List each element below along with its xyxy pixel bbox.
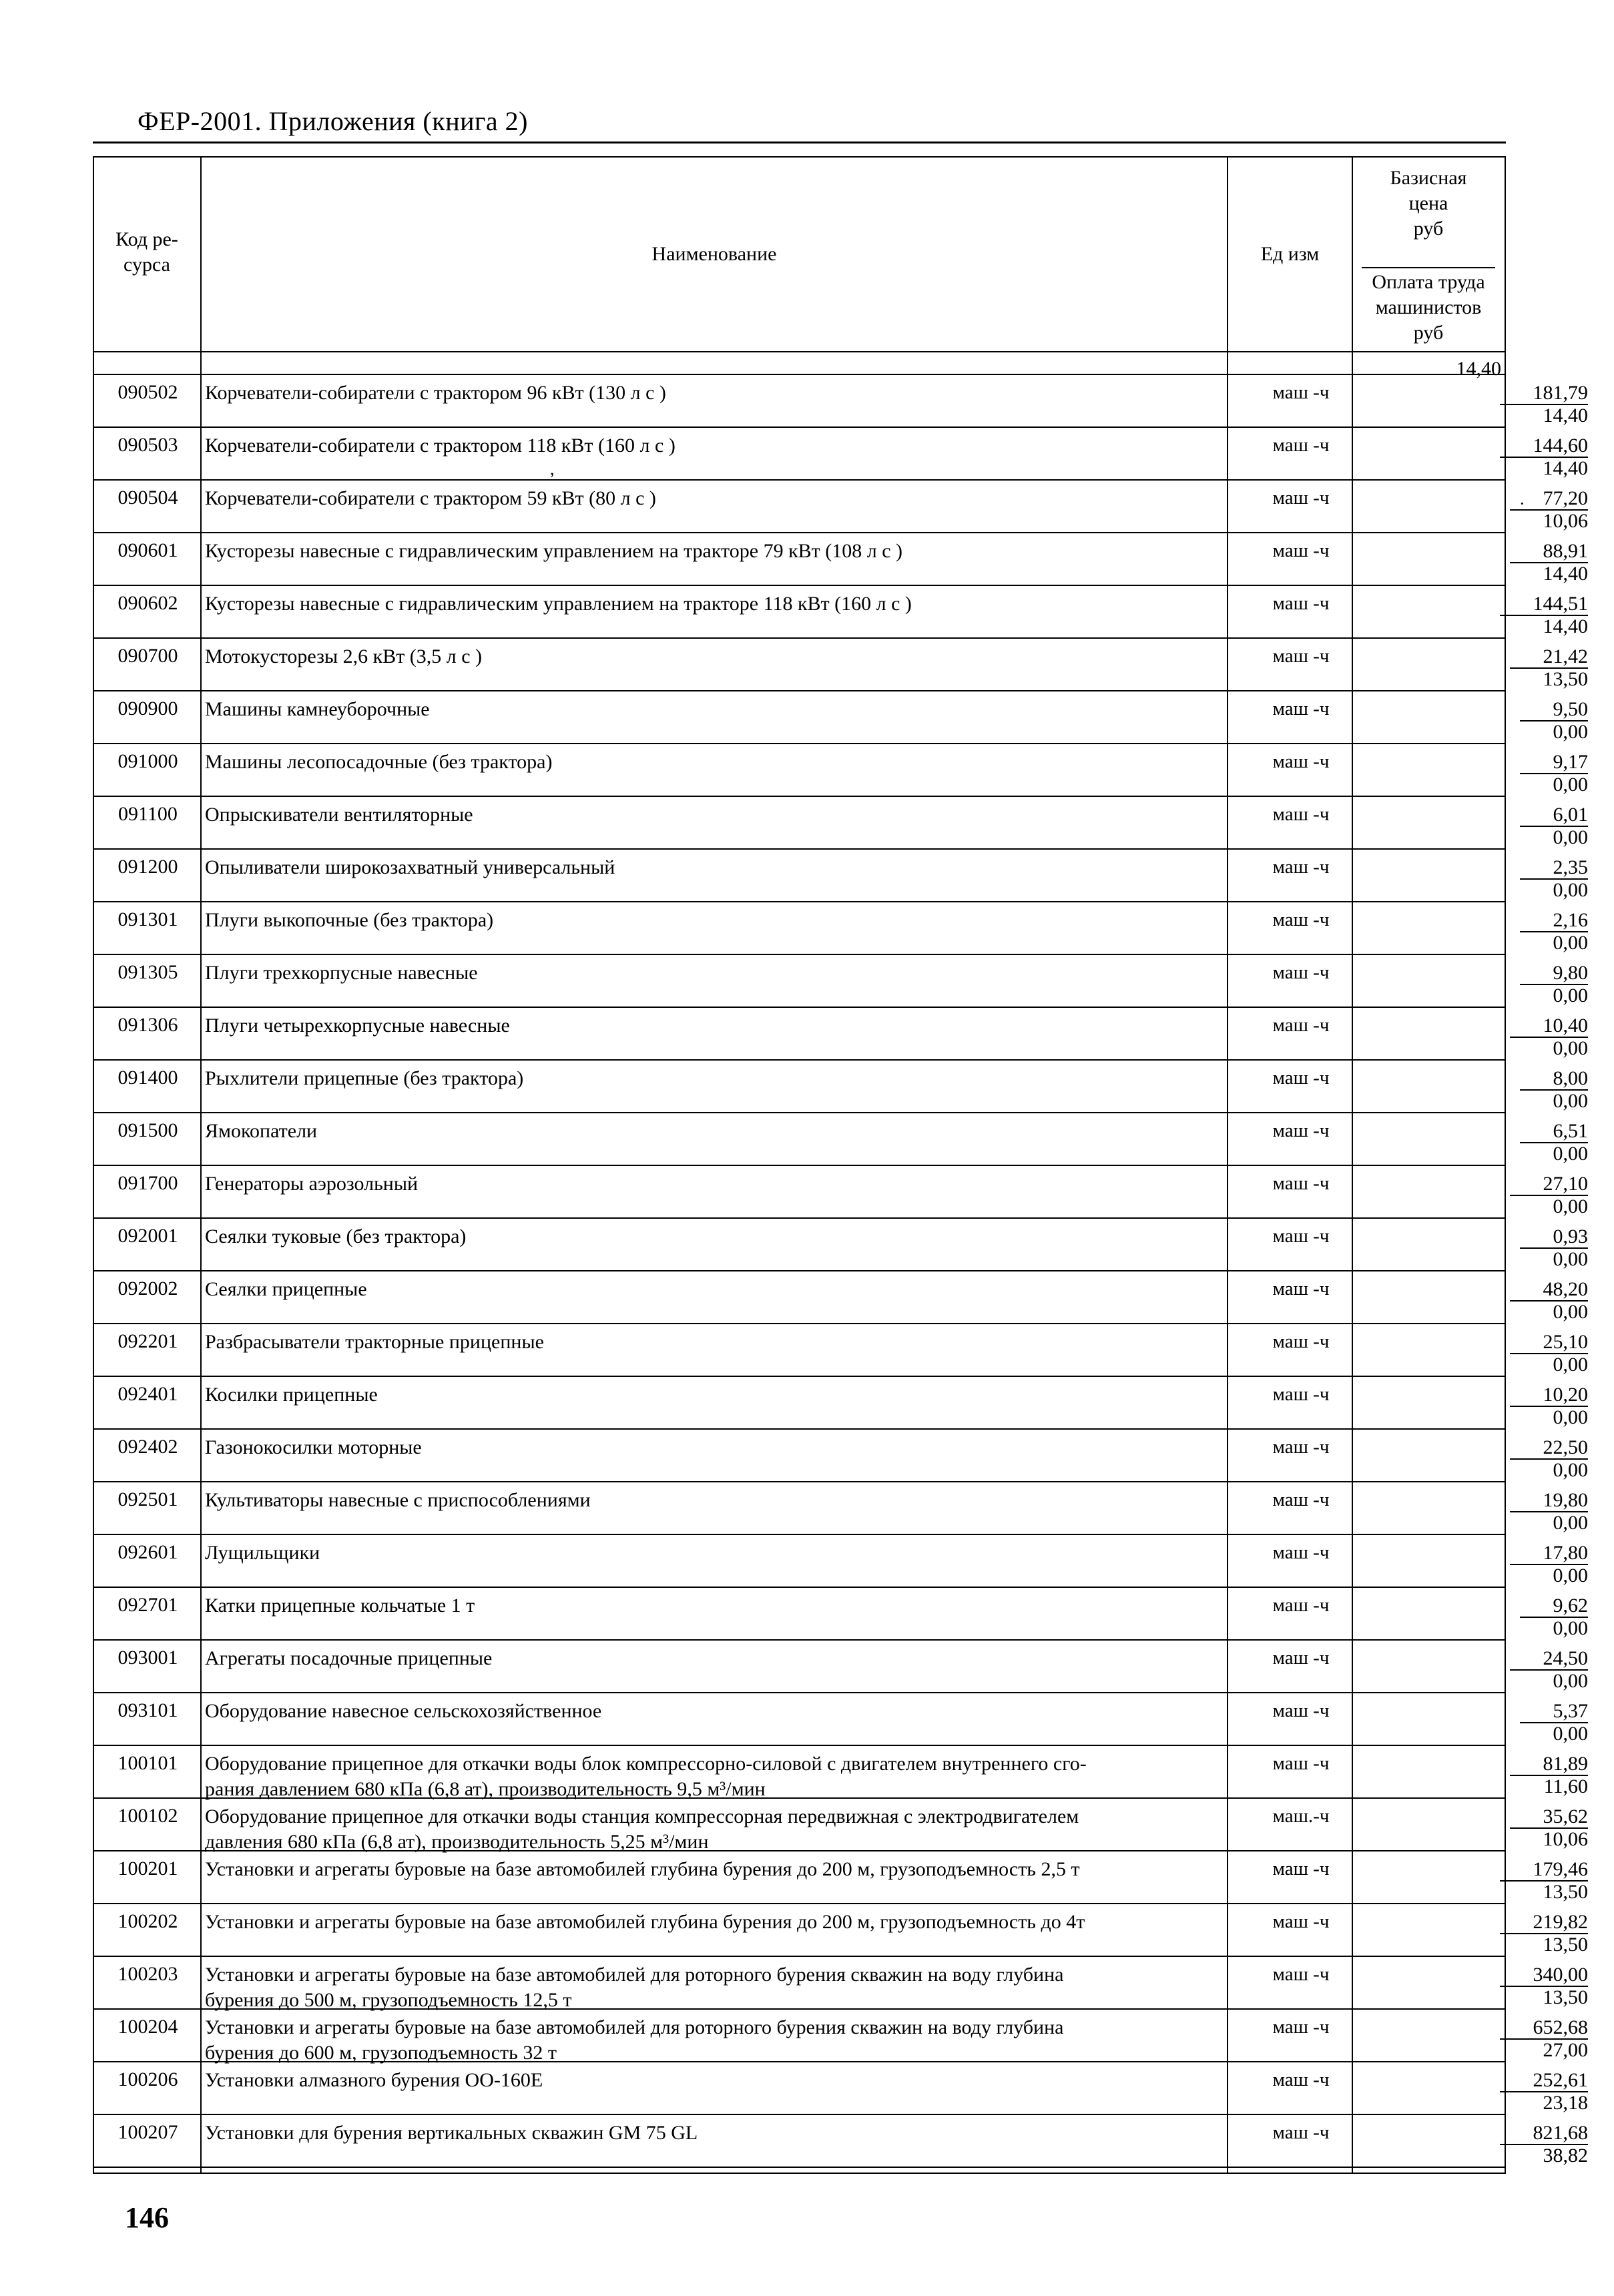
resource-price-text: 8,00 — [1520, 1067, 1589, 1091]
resource-labor: 0,00 — [1553, 1406, 1588, 1428]
resource-price-text: 0,93 — [1520, 1225, 1589, 1249]
resource-price-text: 6,01 — [1520, 804, 1589, 827]
resource-price — [1434, 487, 1588, 510]
resource-name: Плуги выкопочные (без трактора) — [205, 909, 494, 931]
resource-name: Оборудование прицепное для откачки воды блок компрессорно-силовой с двигателем внутреннего сго- рания давлением 680 кПа (6,8 ат), производительность 9,5 м³/мин — [205, 1753, 1087, 1800]
resource-price-text: 9,17 — [1520, 751, 1589, 774]
resource-price — [1434, 1542, 1588, 1564]
table-row — [93, 532, 1588, 585]
resource-price — [1434, 1331, 1588, 1354]
resource-labor: 0,00 — [1553, 1564, 1588, 1587]
resource-labor: 13,50 — [1543, 1986, 1588, 2008]
resource-code: 100207 — [117, 2121, 178, 2143]
resource-code: 100201 — [117, 1857, 178, 1880]
resource-labor: 0,00 — [1553, 1354, 1588, 1376]
resource-name: Ямокопатели — [205, 1120, 318, 1142]
header-bottom-rule — [93, 351, 1506, 352]
resource-name: Машины камнеуборочные — [205, 698, 430, 720]
resource-code: 091306 — [117, 1014, 178, 1036]
resource-price — [1434, 1964, 1588, 1986]
resource-price — [1434, 1278, 1588, 1301]
resource-price-text: 27,10 — [1510, 1173, 1589, 1196]
table-bottom-rule — [93, 2167, 1506, 2168]
col-header-code: Код ре- сурса — [115, 228, 178, 276]
page-header: ФЕР-2001. Приложения (книга 2) — [138, 106, 528, 136]
resource-name: Корчеватели-собиратели с трактором 59 кВт (80 л с ) — [205, 487, 656, 509]
resource-unit: маш -ч — [1272, 487, 1330, 509]
resource-price — [1434, 1700, 1588, 1723]
table-row — [93, 479, 1588, 532]
resource-unit: маш -ч — [1272, 1225, 1330, 1247]
row-separator — [93, 1587, 1506, 1588]
table-row — [93, 1217, 1588, 1270]
table-row — [93, 1903, 1588, 1956]
row-separator — [93, 2008, 1506, 2010]
resource-price-text: 10,20 — [1510, 1384, 1589, 1407]
resource-price-text: 9,50 — [1520, 698, 1589, 722]
row-separator — [93, 1692, 1506, 1693]
resource-unit: маш -ч — [1272, 540, 1330, 561]
resource-code: 092501 — [117, 1488, 178, 1510]
resource-labor: 10,06 — [1543, 510, 1588, 532]
resource-code: 090502 — [117, 381, 178, 403]
resource-price-text: 9,62 — [1520, 1595, 1589, 1618]
row-separator — [93, 1745, 1506, 1746]
resource-code: 091100 — [118, 803, 178, 825]
table-row — [93, 1323, 1588, 1376]
resource-code: 092001 — [117, 1225, 178, 1247]
resource-code: 091700 — [117, 1172, 178, 1194]
resource-price — [1434, 1120, 1588, 1143]
resource-name: Газонокосилки моторные — [205, 1436, 422, 1458]
resource-code: 092601 — [117, 1541, 178, 1563]
resource-name: Опыливатели широкозахватный универсальный — [205, 856, 615, 878]
table-row — [93, 2114, 1588, 2167]
resource-unit: маш -ч — [1272, 1331, 1330, 1352]
resource-code: 092701 — [117, 1594, 178, 1616]
resource-unit: маш -ч — [1272, 2016, 1330, 2038]
resource-labor: 0,00 — [1553, 1512, 1588, 1534]
resource-name: Разбрасыватели тракторные прицепные — [205, 1331, 544, 1353]
resource-price-text: 17,80 — [1510, 1542, 1589, 1565]
row-separator — [93, 532, 1506, 533]
table-row — [93, 690, 1588, 743]
row-separator — [93, 1323, 1506, 1324]
resource-price-text: 10,40 — [1510, 1015, 1589, 1038]
resource-price — [1434, 804, 1588, 826]
resource-labor: 0,00 — [1553, 826, 1588, 848]
table-row — [93, 743, 1588, 796]
resource-code: 092401 — [117, 1383, 178, 1405]
resource-price-text: 6,51 — [1520, 1120, 1589, 1143]
resource-name: Корчеватели-собиратели с трактором 118 кВт (160 л с ) — [205, 435, 676, 457]
resource-unit: маш -ч — [1272, 435, 1330, 456]
resource-code: 090900 — [117, 697, 178, 720]
row-separator — [93, 426, 1506, 428]
resource-price-text: 652,68 — [1500, 2016, 1589, 2040]
resource-price — [1434, 1911, 1588, 1934]
resource-price — [1434, 1595, 1588, 1617]
resource-labor: 0,00 — [1553, 1670, 1588, 1692]
resource-name: Установки и агрегаты буровые на базе автомобилей глубина бурения до 200 м, грузоподъемность 2,5 т — [205, 1858, 1080, 1880]
resource-price — [1434, 2016, 1588, 2039]
row-separator — [93, 690, 1506, 691]
table-row — [93, 1745, 1588, 1800]
row-separator — [93, 585, 1506, 586]
resource-name: Оборудование навесное сельскохозяйственное — [205, 1700, 602, 1722]
table-row — [93, 1850, 1588, 1903]
table-row — [93, 1165, 1588, 1217]
resource-unit: маш.-ч — [1272, 1805, 1330, 1827]
resource-price — [1434, 1489, 1588, 1512]
resource-code: 093101 — [117, 1699, 178, 1721]
resource-code: 090504 — [117, 487, 178, 509]
resource-price-text: 25,10 — [1510, 1331, 1589, 1354]
resource-unit: маш -ч — [1272, 1700, 1330, 1721]
resource-unit: маш -ч — [1272, 2122, 1330, 2143]
table-row — [93, 901, 1588, 954]
resource-price-text: 24,50 — [1510, 1647, 1589, 1671]
resource-unit: маш -ч — [1272, 1858, 1330, 1880]
resource-labor: 38,82 — [1543, 2144, 1588, 2167]
table-row — [93, 1428, 1588, 1481]
resource-unit: маш -ч — [1272, 1964, 1330, 1985]
row-separator — [93, 1165, 1506, 1166]
table-row — [93, 1376, 1588, 1428]
resource-code: 090700 — [117, 645, 178, 667]
resource-price-text: 88,91 — [1510, 540, 1589, 563]
resource-price — [1434, 645, 1588, 668]
table-row — [93, 2061, 1588, 2114]
resource-labor: 0,00 — [1553, 1195, 1588, 1217]
resource-unit: маш -ч — [1272, 1911, 1330, 1932]
resource-price-text: 35,62 — [1510, 1805, 1589, 1829]
resource-code: 091000 — [117, 750, 178, 772]
scan-mark: , — [550, 459, 555, 479]
row-separator — [93, 637, 1506, 639]
resource-unit: маш -ч — [1272, 1173, 1330, 1194]
row-separator — [93, 1270, 1506, 1271]
resource-unit: маш -ч — [1272, 698, 1330, 720]
resource-unit: маш -ч — [1272, 2069, 1330, 2090]
resource-price — [1434, 1067, 1588, 1090]
resource-price-text: 81,89 — [1510, 1753, 1589, 1776]
resource-code: 100101 — [117, 1752, 178, 1774]
row-separator — [93, 954, 1506, 955]
resource-price — [1434, 1225, 1588, 1248]
resource-labor: 0,00 — [1553, 984, 1588, 1007]
resource-unit: маш -ч — [1272, 1595, 1330, 1616]
resource-unit: маш -ч — [1272, 1542, 1330, 1563]
resource-price-text: 144,60 — [1500, 435, 1589, 458]
resource-code: 091305 — [117, 961, 178, 983]
resource-code: 092002 — [117, 1277, 178, 1300]
resource-price — [1434, 2122, 1588, 2144]
table-row — [93, 1007, 1588, 1059]
table-row — [93, 1112, 1588, 1165]
table-row — [93, 1587, 1588, 1639]
resource-labor: 0,00 — [1553, 1723, 1588, 1745]
first-labor-value: 14,40 — [1456, 358, 1501, 380]
resource-price — [1434, 540, 1588, 563]
resource-labor: 13,50 — [1543, 668, 1588, 690]
table-row — [93, 637, 1588, 690]
resource-price-text: 21,42 — [1510, 645, 1589, 669]
table-row — [93, 1797, 1588, 1853]
col-header-price: Базисная цена руб — [1390, 167, 1467, 240]
row-separator — [93, 2061, 1506, 2062]
resource-name: Плуги трехкорпусные навесные — [205, 962, 478, 984]
resource-unit: маш -ч — [1272, 382, 1330, 403]
resource-labor: 14,40 — [1543, 404, 1588, 426]
resource-price — [1434, 435, 1588, 457]
resource-price-text: 181,79 — [1500, 382, 1589, 405]
table-row — [93, 2008, 1588, 2064]
row-separator — [93, 901, 1506, 902]
resource-price — [1434, 1173, 1588, 1195]
col-header-labor: Оплата труда машинистов руб — [1372, 271, 1485, 344]
row-separator — [93, 1059, 1506, 1061]
resource-price-text: 2,35 — [1520, 856, 1589, 880]
resource-code: 090601 — [117, 539, 178, 561]
resource-price-text: 22,50 — [1510, 1436, 1589, 1460]
resource-price — [1434, 909, 1588, 932]
resource-name: Катки прицепные кольчатые 1 т — [205, 1595, 475, 1617]
row-separator — [93, 1428, 1506, 1430]
resource-code: 100202 — [117, 1910, 178, 1932]
resource-labor: 0,00 — [1553, 1248, 1588, 1270]
row-separator — [93, 848, 1506, 850]
row-separator — [93, 1956, 1506, 1957]
resource-unit: маш -ч — [1272, 1278, 1330, 1300]
resource-name: Культиваторы навесные с приспособлениями — [205, 1489, 591, 1511]
resource-name: Оборудование прицепное для откачки воды станция компрессорная передвижная с электродвигателем давления 680 кПа (6,8 ат), производительность 5,25 м³/мин — [205, 1805, 1079, 1853]
resource-name: Установки и агрегаты буровые на базе автомобилей глубина бурения до 200 м, грузоподъемность до 4т — [205, 1911, 1085, 1933]
resource-unit: маш -ч — [1272, 804, 1330, 825]
resource-code: 092402 — [117, 1436, 178, 1458]
resource-price-text: 77,20 — [1510, 487, 1589, 511]
row-separator — [93, 2114, 1506, 2115]
resource-price-text: 2,16 — [1520, 909, 1589, 932]
table-row — [93, 374, 1588, 426]
resource-name: Агрегаты посадочные прицепные — [205, 1647, 493, 1669]
table-row — [93, 796, 1588, 848]
row-separator — [93, 1112, 1506, 1113]
resource-name: Кусторезы навесные с гидравлическим управлением на тракторе 79 кВт (108 л с ) — [205, 540, 903, 562]
resource-code: 100203 — [117, 1963, 178, 1985]
resource-labor: 0,00 — [1553, 721, 1588, 743]
table-row — [93, 1059, 1588, 1112]
resource-name: Генераторы аэрозольный — [205, 1173, 419, 1195]
row-separator — [93, 1376, 1506, 1377]
header-rule — [93, 141, 1506, 144]
table-row — [93, 1481, 1588, 1534]
resource-code: 100204 — [117, 2016, 178, 2038]
resource-unit: маш -ч — [1272, 1120, 1330, 1141]
resource-labor: 11,60 — [1543, 1775, 1588, 1797]
row-separator — [93, 1007, 1506, 1008]
resource-name: Лущильщики — [205, 1542, 320, 1564]
resource-labor: 14,40 — [1543, 563, 1588, 585]
table-row — [93, 954, 1588, 1007]
resource-price — [1434, 751, 1588, 774]
resource-name: Рыхлители прицепные (без трактора) — [205, 1067, 524, 1089]
resource-price — [1434, 962, 1588, 984]
row-separator — [93, 479, 1506, 481]
resource-labor: 0,00 — [1553, 1459, 1588, 1481]
resource-price — [1434, 1805, 1588, 1828]
resource-code: 090602 — [117, 592, 178, 614]
resource-unit: маш -ч — [1272, 751, 1330, 772]
row-separator — [93, 1534, 1506, 1535]
resource-code: 093001 — [117, 1647, 178, 1669]
table-row — [93, 585, 1588, 637]
resource-unit: маш -ч — [1272, 1436, 1330, 1458]
resource-labor: 14,40 — [1543, 615, 1588, 637]
resource-name: Опрыскиватели вентиляторные — [205, 804, 473, 826]
resource-code: 100102 — [117, 1805, 178, 1827]
row-separator — [93, 374, 1506, 375]
row-separator — [93, 1481, 1506, 1482]
resource-labor: 13,50 — [1543, 1881, 1588, 1903]
resource-price — [1434, 1015, 1588, 1037]
resource-name: Корчеватели-собиратели с трактором 96 кВт (130 л с ) — [205, 382, 666, 404]
resource-code: 100206 — [117, 2068, 178, 2090]
resource-labor: 0,00 — [1553, 774, 1588, 796]
resource-price-text: 340,00 — [1500, 1964, 1589, 1987]
table-row — [93, 426, 1588, 479]
resource-unit: маш -ч — [1272, 1753, 1330, 1774]
resource-price — [1434, 382, 1588, 404]
page-number: 146 — [125, 2201, 169, 2234]
resource-labor: 0,00 — [1553, 1037, 1588, 1059]
resource-labor: 0,00 — [1553, 879, 1588, 901]
resource-price — [1434, 1858, 1588, 1881]
resource-name: Плуги четырехкорпусные навесные — [205, 1015, 510, 1037]
table-row — [93, 1270, 1588, 1323]
resource-code: 091200 — [117, 856, 178, 878]
table-row — [93, 1692, 1588, 1745]
resource-price — [1434, 593, 1588, 615]
resource-labor: 0,00 — [1553, 1143, 1588, 1165]
resource-unit: маш -ч — [1272, 593, 1330, 614]
resource-price — [1434, 1436, 1588, 1459]
resource-price — [1434, 856, 1588, 879]
resource-code: 091500 — [117, 1119, 178, 1141]
resource-unit: маш -ч — [1272, 1015, 1330, 1036]
resource-name: Установки алмазного бурения ОО-160Е — [205, 2069, 543, 2091]
resource-price-text: 821,68 — [1500, 2122, 1589, 2145]
resource-labor: 0,00 — [1553, 1617, 1588, 1639]
scan-mark: · — [1519, 494, 1525, 513]
resource-labor: 27,00 — [1543, 2039, 1588, 2061]
table-row — [93, 848, 1588, 901]
row-separator — [93, 1217, 1506, 1219]
resource-code: 091301 — [117, 908, 178, 930]
resource-name: Сеялки туковые (без трактора) — [205, 1225, 467, 1247]
resource-name: Кусторезы навесные с гидравлическим управлением на тракторе 118 кВт (160 л с ) — [205, 593, 912, 615]
table-row — [93, 1534, 1588, 1587]
table-row — [93, 1639, 1588, 1692]
resource-unit: маш -ч — [1272, 1647, 1330, 1669]
resource-price-text: 48,20 — [1510, 1278, 1589, 1302]
table-row — [93, 1956, 1588, 2011]
resource-name: Установки и агрегаты буровые на базе автомобилей для роторного бурения скважин на воду глубина бурения до 600 м, грузоподъемность 32 т — [205, 2016, 1064, 2064]
resource-code: 091400 — [117, 1067, 178, 1089]
resource-name: Установки для бурения вертикальных скважин GM 75 GL — [205, 2122, 698, 2144]
resource-price-text: 19,80 — [1510, 1489, 1589, 1512]
resource-labor: 23,18 — [1543, 2092, 1588, 2114]
resource-name: Установки и агрегаты буровые на базе автомобилей для роторного бурения скважин на воду глубина бурения до 500 м, грузоподъемность 12,5 т — [205, 1964, 1064, 2011]
resource-price-text: 219,82 — [1500, 1911, 1589, 1934]
row-separator — [93, 1797, 1506, 1799]
resource-price-text: 9,80 — [1520, 962, 1589, 985]
header-subrule — [1362, 267, 1495, 268]
row-separator — [93, 1639, 1506, 1641]
resource-labor: 0,00 — [1553, 1301, 1588, 1323]
resource-price — [1434, 1384, 1588, 1406]
row-separator — [93, 1903, 1506, 1904]
resource-unit: маш -ч — [1272, 856, 1330, 878]
resource-name: Косилки прицепные — [205, 1384, 378, 1406]
resource-labor: 10,06 — [1543, 1828, 1588, 1850]
resource-unit: маш -ч — [1272, 962, 1330, 983]
row-separator — [93, 743, 1506, 744]
resource-unit: маш -ч — [1272, 909, 1330, 930]
col-header-name: Наименование — [651, 243, 777, 265]
resource-price-text: 252,61 — [1500, 2069, 1589, 2092]
resource-labor: 0,00 — [1553, 932, 1588, 954]
col-header-unit: Ед изм — [1260, 243, 1320, 265]
resource-name: Сеялки прицепные — [205, 1278, 367, 1300]
resource-unit: маш -ч — [1272, 1489, 1330, 1510]
resource-price — [1434, 2069, 1588, 2092]
resource-code: 092201 — [117, 1330, 178, 1352]
resource-unit: маш -ч — [1272, 1384, 1330, 1405]
resource-price — [1434, 698, 1588, 721]
resource-price-text: 144,51 — [1500, 593, 1589, 616]
resource-labor: 0,00 — [1553, 1090, 1588, 1112]
resource-price-text: 5,37 — [1520, 1700, 1589, 1723]
resource-name: Мотокусторезы 2,6 кВт (3,5 л с ) — [205, 645, 483, 667]
resource-unit: маш -ч — [1272, 645, 1330, 667]
resource-unit: маш -ч — [1272, 1067, 1330, 1089]
row-separator — [93, 796, 1506, 797]
resource-price — [1434, 1647, 1588, 1670]
resource-labor: 13,50 — [1543, 1934, 1588, 1956]
resource-code: 090503 — [117, 434, 178, 456]
resource-price-text: 179,46 — [1500, 1858, 1589, 1882]
resource-labor: 14,40 — [1543, 457, 1588, 479]
row-separator — [93, 1850, 1506, 1851]
resource-price — [1434, 1753, 1588, 1775]
resource-name: Машины лесопосадочные (без трактора) — [205, 751, 553, 773]
